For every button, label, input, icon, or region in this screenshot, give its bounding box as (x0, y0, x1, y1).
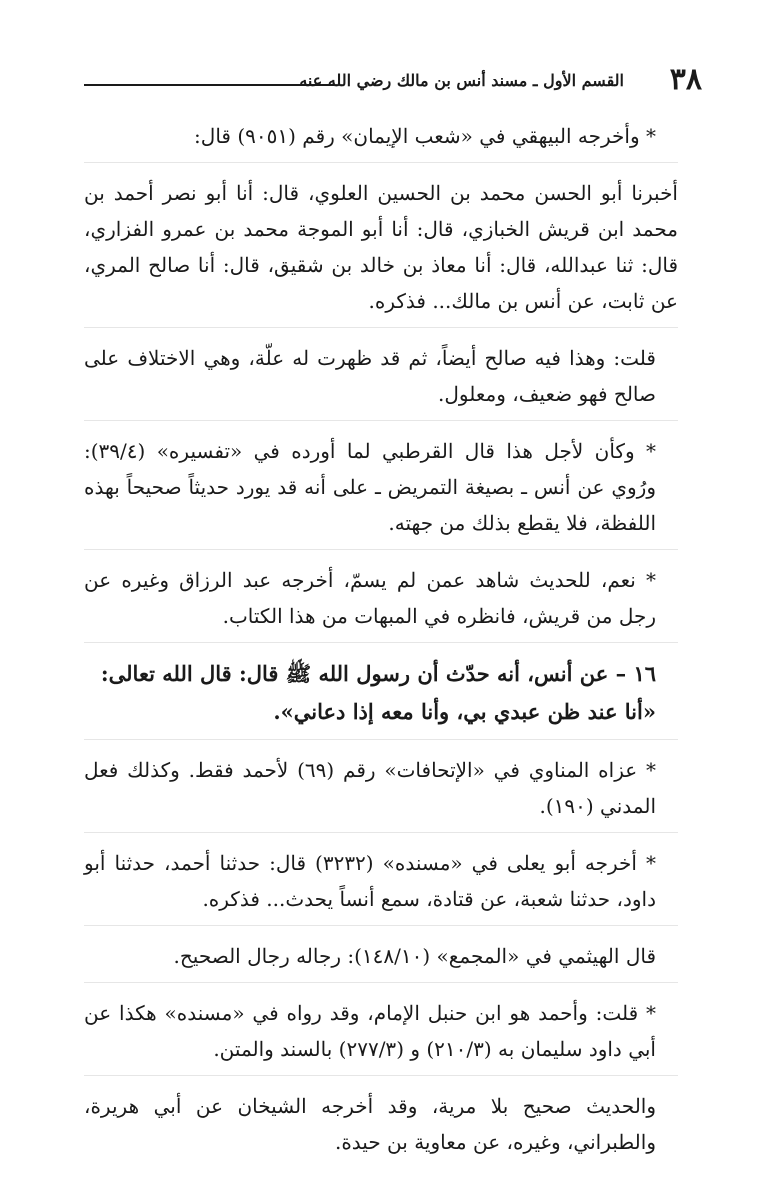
text-block (84, 995, 678, 1076)
hadith-text: «أنا عند ظن عبدي بي، وأنا معه إذا دعاني». (273, 699, 656, 724)
hadith-block (84, 655, 678, 740)
header-rule (84, 84, 334, 86)
paragraph-haythami: قال الهيثمي في «المجمع» (١٤٨/١٠): رجاله رجال الصحيح. (173, 944, 656, 968)
paragraph-bayhaqi: * وأخرجه البيهقي في «شعب الإيمان» رقم (٩٠٥١) قال: (194, 124, 656, 148)
paragraph-ahmad: * قلت: وأحمد هو ابن حنبل الإمام، وقد رواه في «مسنده» هكذا عن أبي داود سليمان به (٢١٠/٣) و (٢٧٧/٣) بالسند والمتن. (84, 1001, 656, 1061)
hadith-heading: ١٦ – عن أنس، أنه حدّث أن رسول الله ﷺ قال: قال الله تعالى: (100, 661, 656, 686)
text-block (84, 938, 678, 983)
paragraph-witness: * نعم، للحديث شاهد عمن لم يسمّ، أخرجه عبد الرزاق وغيره عن رجل من قريش، فانظره في المبهات من هذا الكتاب. (84, 568, 656, 628)
page-body (84, 118, 678, 1180)
text-block (84, 562, 678, 643)
paragraph-isnad: أخبرنا أبو الحسن محمد بن الحسين العلوي، قال: أنا أبو نصر أحمد بن محمد ابن قريش الخبازي، قال: أنا أبو الموجة محمد بن عمرو الفزاري، قال: ثنا عبدالله، قال: أنا معاذ بن خالد بن شقيق، قال: أنا صالح المري، عن ثابت، عن أنس بن مالك... فذكره. (84, 181, 678, 313)
text-block (84, 845, 678, 926)
paragraph-qurtubi: * وكأن لأجل هذا قال القرطبي لما أورده في «تفسيره» (٣٩/٤): ورُوي عن أنس ـ بصيغة التمريض ـ على أنه قد يورد حديثاً صحيحاً بهذه اللفظة، فلا يقطع بذلك من جهته. (84, 439, 656, 535)
text-block (84, 752, 678, 833)
page-number: ٣٨ (669, 62, 702, 97)
text-block (84, 175, 678, 328)
text-block (84, 118, 678, 163)
text-block (84, 340, 678, 421)
paragraph-conclusion: والحديث صحيح بلا مرية، وقد أخرجه الشيخان عن أبي هريرة، والطبراني، وغيره، عن معاوية بن حيدة. (84, 1094, 656, 1154)
paragraph-comment: قلت: وهذا فيه صالح أيضاً، ثم قد ظهرت له علّة، وهي الاختلاف على صالح فهو ضعيف، ومعلول. (84, 346, 656, 406)
text-block (84, 1088, 678, 1168)
paragraph-abu-yala: * أخرجه أبو يعلى في «مسنده» (٣٢٣٢) قال: حدثنا أحمد، حدثنا أبو داود، حدثنا شعبة، عن قتادة، سمع أنساً يحدث... فذكره. (84, 851, 656, 911)
running-title: القسم الأول ـ مسند أنس بن مالك رضي الله عنه (299, 71, 624, 90)
page-header (84, 62, 702, 102)
paragraph-munawi: * عزاه المناوي في «الإتحافات» رقم (٦٩) لأحمد فقط. وكذلك فعل المدني (١٩٠). (84, 758, 656, 818)
text-block (84, 433, 678, 550)
